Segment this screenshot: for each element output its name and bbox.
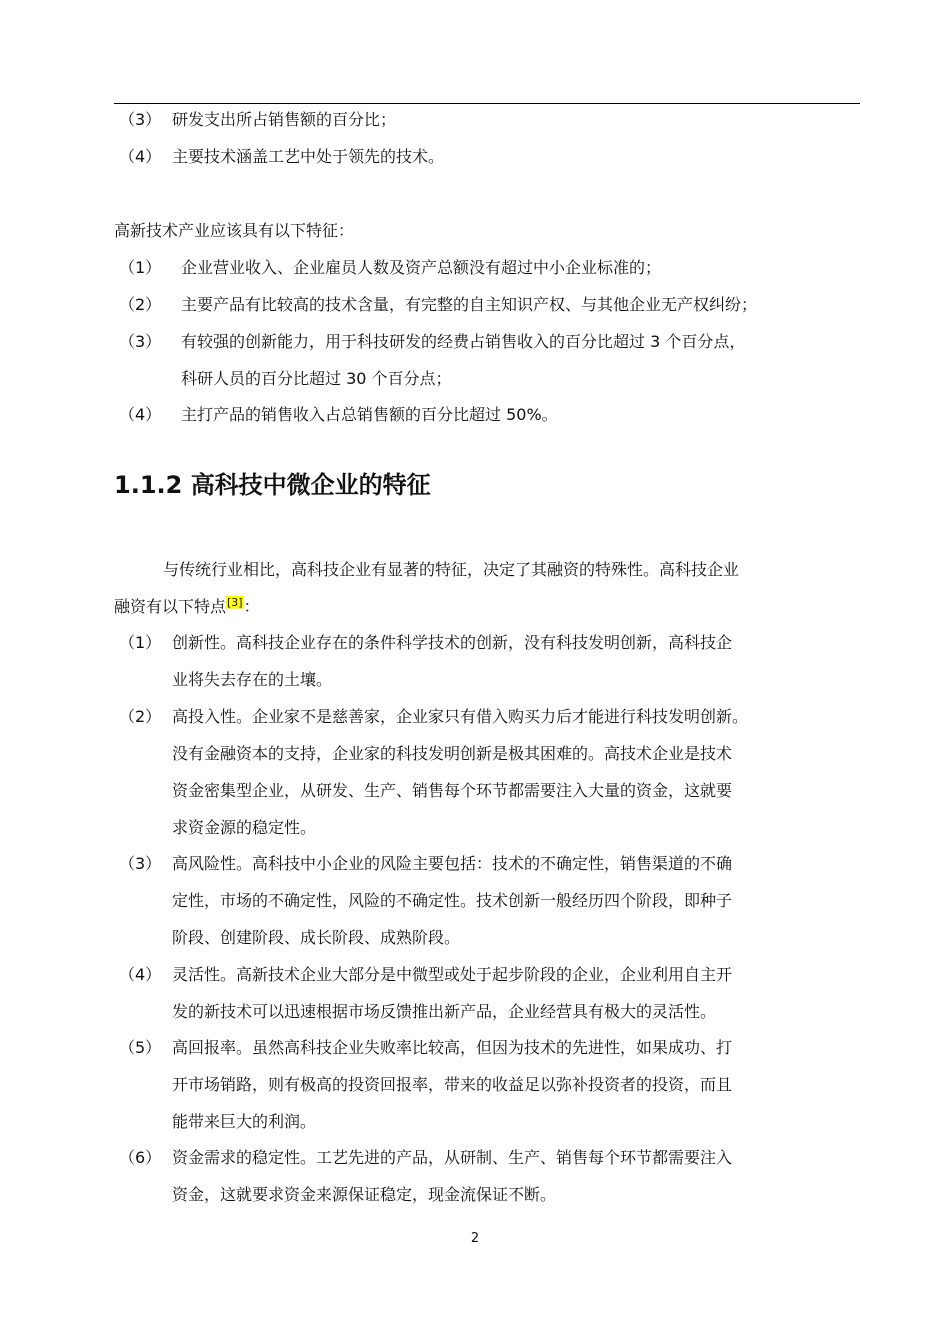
list-c-text-5b: 开市场销路，则有极高的投资回报率，带来的收益足以弥补投资者的投资，而且 (172, 1075, 733, 1094)
list-c-num-5: （5） (119, 1038, 162, 1057)
list-b-text-4: 主打产品的销售收入占总销售额的百分比超过 50%。 (181, 405, 558, 424)
para-line-2-text: 融资有以下特点 (114, 597, 227, 616)
list-c-num-1: （1） (119, 633, 162, 652)
list-a-num-3: （3） (119, 110, 162, 129)
list-c-text-6a: 资金需求的稳定性。工艺先进的产品，从研制、生产、销售每个环节都需要注入 (172, 1148, 733, 1167)
citation-marker[interactable]: [3] (227, 595, 243, 609)
list-b-text-1: 企业营业收入、企业雇员人数及资产总额没有超过中小企业标准的； (181, 258, 662, 277)
list-b-num-3: （3） (119, 332, 162, 351)
list-c-text-2c: 资金密集型企业，从研发、生产、销售每个环节都需要注入大量的资金，这就要 (172, 781, 733, 800)
list-c-text-4b: 发的新技术可以迅速根据市场反馈推出新产品，企业经营具有极大的灵活性。 (172, 1002, 717, 1021)
section-heading: 1.1.2 高科技中微企业的特征 (114, 471, 431, 499)
list-c-text-1a: 创新性。高科技企业存在的条件科学技术的创新，没有科技发明创新，高科技企 (172, 633, 733, 652)
list-c-text-5c: 能带来巨大的利润。 (172, 1112, 317, 1131)
list-c-text-4a: 灵活性。高新技术企业大部分是中微型或处于起步阶段的企业，企业利用自主开 (172, 965, 733, 984)
header-rule (114, 103, 860, 104)
para-line-2-end: ： (243, 597, 260, 616)
list-a-text-4: 主要技术涵盖工艺中处于领先的技术。 (172, 147, 445, 166)
list-b-text-2: 主要产品有比较高的技术含量，有完整的自主知识产权、与其他企业无产权纠纷； (181, 295, 758, 314)
para-line-1: 与传统行业相比，高科技企业有显著的特征，决定了其融资的特殊性。高科技企业 (163, 560, 740, 579)
list-c-text-6b: 资金，这就要求资金来源保证稳定，现金流保证不断。 (172, 1185, 557, 1204)
para-line-2 (114, 597, 260, 617)
list-c-num-2: （2） (119, 707, 162, 726)
list-c-text-2d: 求资金源的稳定性。 (172, 818, 317, 837)
list-c-num-3: （3） (119, 854, 162, 873)
list-c-text-2b: 没有金融资本的支持，企业家的科技发明创新是极其困难的。高技术企业是技术 (172, 744, 733, 763)
list-c-text-3b: 定性，市场的不确定性，风险的不确定性。技术创新一般经历四个阶段，即种子 (172, 891, 733, 910)
list-b-text-3b: 科研人员的百分比超过 30 个百分点； (181, 369, 452, 388)
list-c-text-1b: 业将失去存在的土壤。 (172, 670, 333, 689)
list-a-num-4: （4） (119, 147, 162, 166)
intro-text: 高新技术产业应该具有以下特征： (114, 221, 355, 240)
list-a-text-3: 研发支出所占销售额的百分比； (172, 110, 397, 129)
list-b-num-1: （1） (119, 258, 162, 277)
list-b-num-4: （4） (119, 405, 162, 424)
list-b-num-2: （2） (119, 295, 162, 314)
list-c-text-2a: 高投入性。企业家不是慈善家，企业家只有借入购买力后才能进行科技发明创新。 (172, 707, 749, 726)
page-number: 2 (470, 1231, 480, 1246)
list-c-text-3c: 阶段、创建阶段、成长阶段、成熟阶段。 (172, 928, 461, 947)
list-b-text-3a: 有较强的创新能力，用于科技研发的经费占销售收入的百分比超过 3 个百分点， (181, 332, 746, 351)
list-c-num-4: （4） (119, 965, 162, 984)
list-c-text-5a: 高回报率。虽然高科技企业失败率比较高，但因为技术的先进性，如果成功、打 (172, 1038, 733, 1057)
list-c-text-3a: 高风险性。高科技中小企业的风险主要包括：技术的不确定性，销售渠道的不确 (172, 854, 733, 873)
list-c-num-6: （6） (119, 1148, 162, 1167)
